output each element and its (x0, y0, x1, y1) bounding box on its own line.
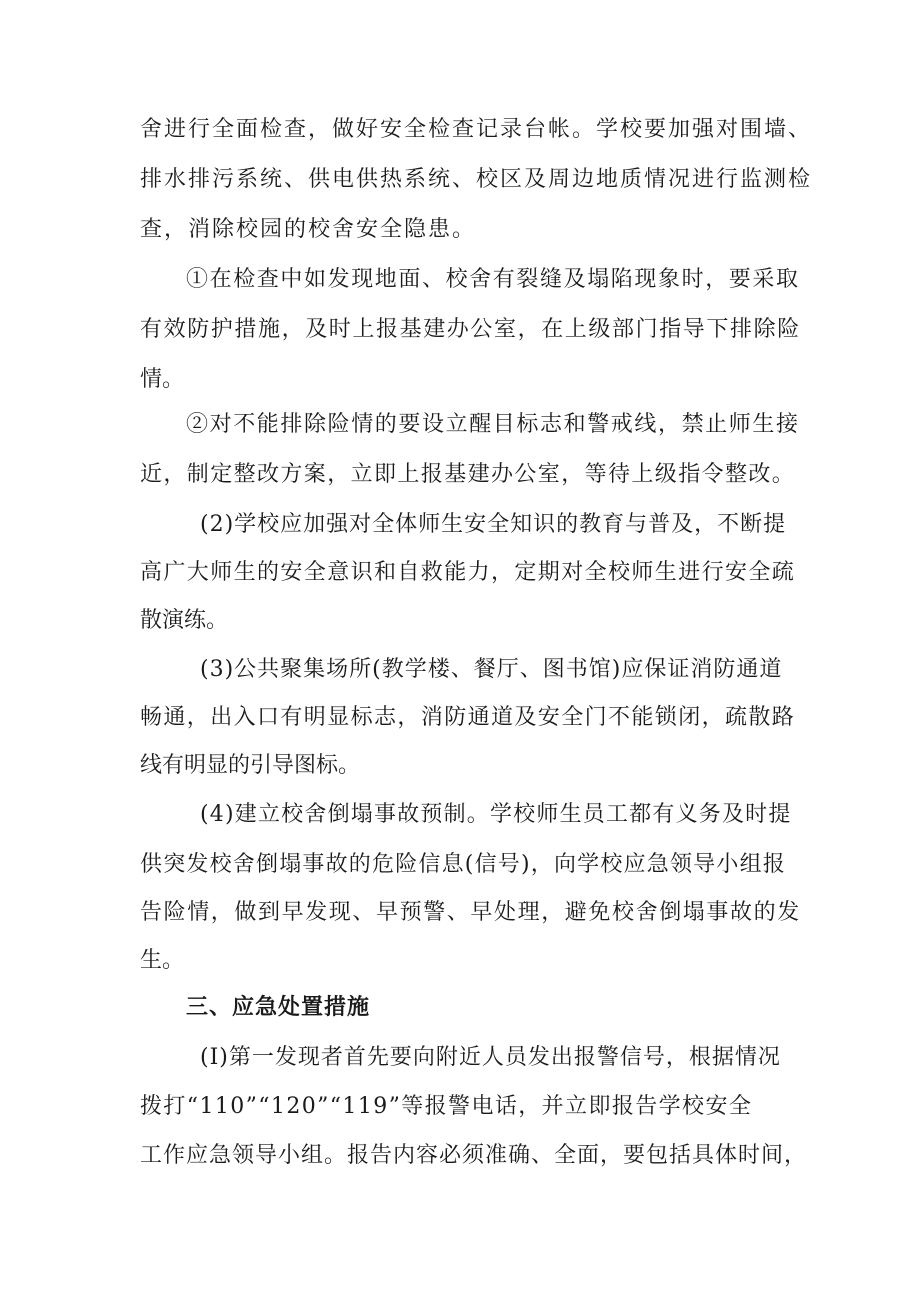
text-line: 工作应急领导小组。报告内容必须准确、全面，要包括具体时间， (140, 1143, 808, 1168)
text-line: 有效防护措施，及时上报基建办公室，在上级部门指导下排除险 (140, 317, 801, 342)
text-line: 情。 (140, 367, 185, 392)
text-line: 生。 (140, 948, 185, 973)
text-line: ②对不能排除险情的要设立醒目标志和警戒线，禁止师生接 (186, 412, 800, 437)
text-line: 散演练。 (140, 608, 229, 633)
text-line: 供突发校舍倒塌事故的危险信息(信号)，向学校应急领导小组报 (140, 852, 786, 877)
text-line: (3)公共聚集场所(教学楼、餐厅、图书馆)应保证消防通道 (200, 657, 783, 682)
text-line: 高广大师生的安全意识和自救能力，定期对全校师生进行安全疏 (140, 560, 796, 585)
text-line: 告险情，做到早发现、早预警、早处理，避免校舍倒塌事故的发 (140, 900, 801, 925)
text-line: 线有明显的引导图标。 (140, 753, 361, 778)
text-line: ①在检查中如发现地面、校舍有裂缝及塌陷现象时，要采取 (186, 267, 800, 292)
text-line: 近，制定整改方案，立即上报基建办公室，等待上级指令整改。 (140, 462, 796, 487)
section-heading: 三、应急处置措施 (186, 995, 371, 1020)
text-line: 畅通，出入口有明显标志，消防通道及安全门不能锁闭，疏散路 (140, 705, 796, 730)
text-line: 拨打“110”“120”“119”等报警电话，并立即报告学校安全 (140, 1094, 753, 1119)
text-line: 舍进行全面检查，做好安全检查记录台帐。学校要加强对围墙、 (140, 117, 813, 142)
text-line: (I)第一发现者首先要向附近人员发出报警信号，根据情况 (200, 1045, 781, 1070)
text-line: 查，消除校园的校舍安全隐患。 (140, 217, 477, 242)
text-line: (2)学校应加强对全体师生安全知识的教育与普及，不断提 (200, 512, 787, 537)
text-line: (4)建立校舍倒塌事故预制。学校师生员工都有义务及时提 (200, 802, 792, 827)
text-line: 排水排污系统、供电供热系统、校区及周边地质情况进行监测检 (140, 167, 813, 192)
